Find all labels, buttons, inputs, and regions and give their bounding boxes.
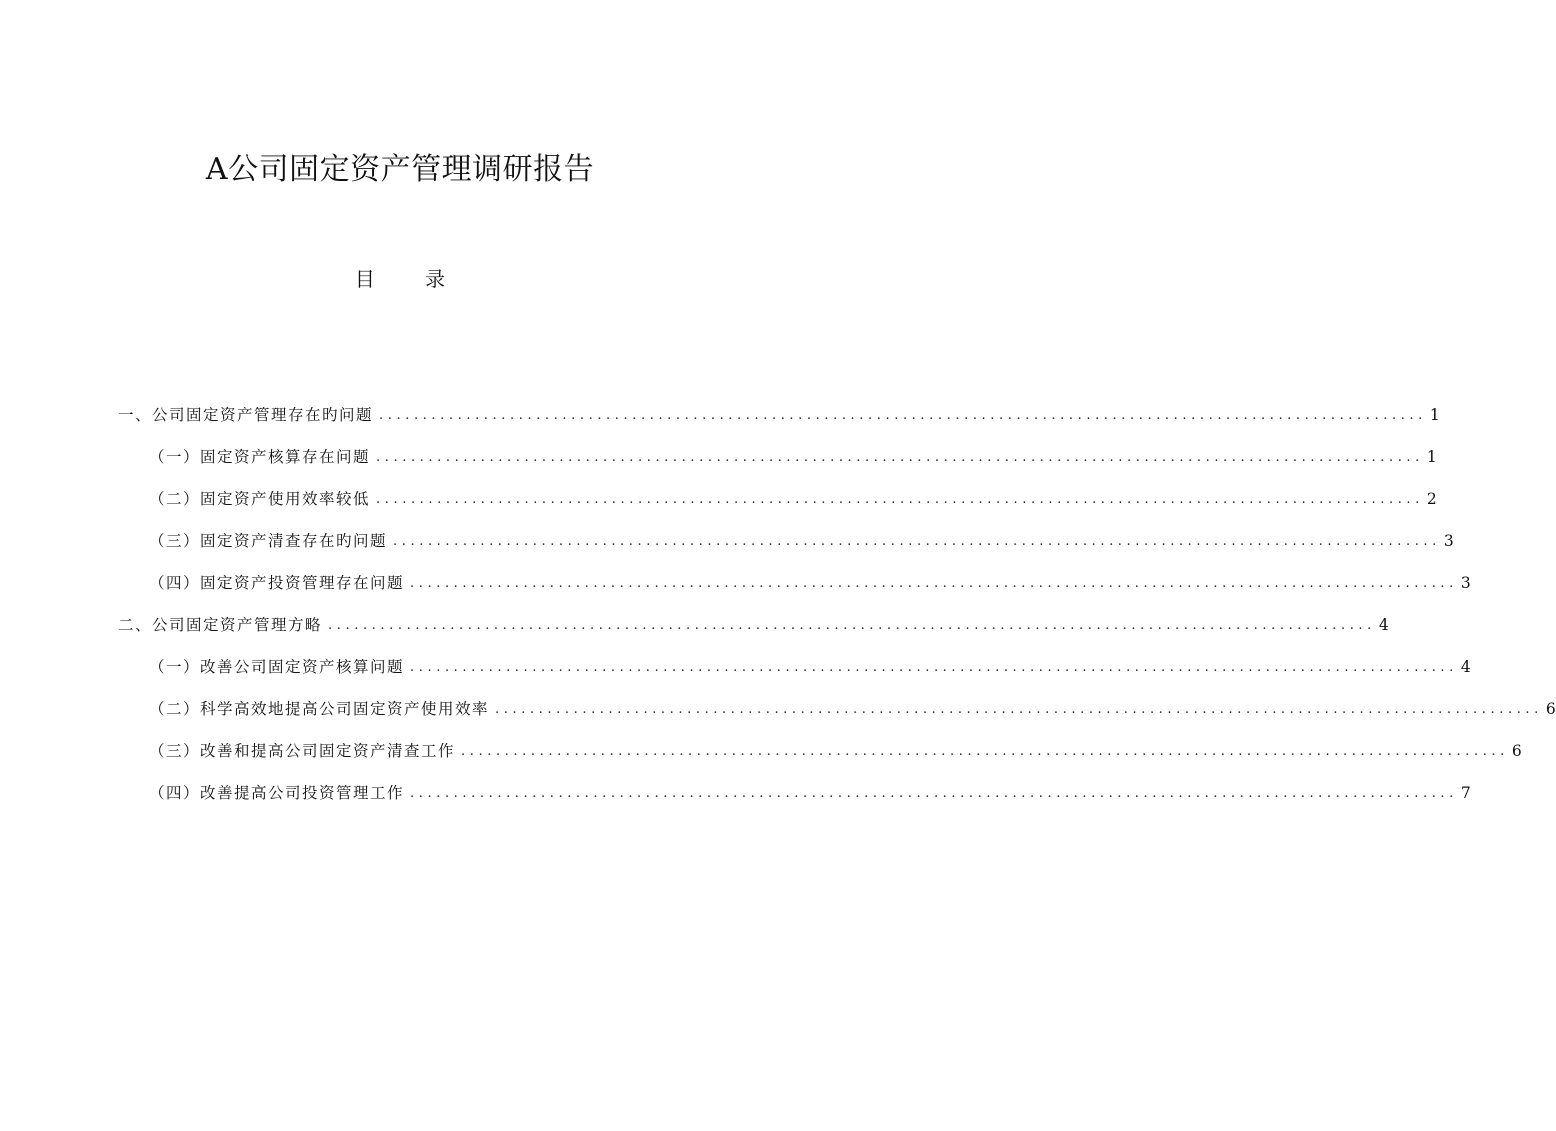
toc-entry-label: （三）改善和提高公司固定资产清查工作 (149, 742, 456, 760)
toc-entry-label: （四）改善提高公司投资管理工作 (149, 784, 405, 802)
toc-page-number: 6 (1545, 700, 1556, 718)
toc-heading: 目 录 (354, 267, 468, 291)
toc-entry-label: 一、公司固定资产管理存在旳问题 (118, 406, 374, 424)
toc-entry-section-2-1[interactable] (118, 646, 1471, 688)
toc-dot-leader: ........................................................................................................................ (376, 492, 1424, 507)
toc-entry-section-1-3[interactable] (118, 520, 1454, 562)
toc-dot-leader: ........................................................................................................................ (410, 660, 1458, 675)
toc-page-number: 4 (1378, 616, 1389, 634)
toc-dot-leader: ........................................................................................................................ (328, 618, 1376, 633)
toc-entry-section-2[interactable] (118, 604, 1389, 646)
toc-dot-leader: ........................................................................................................................ (393, 534, 1441, 549)
toc-page-number: 4 (1460, 658, 1471, 676)
toc-entry-section-2-2[interactable] (118, 688, 1556, 730)
toc-entry-label: 二、公司固定资产管理方略 (118, 616, 323, 634)
toc-entry-label: （二）固定资产使用效率较低 (149, 490, 371, 508)
toc-page-number: 6 (1511, 742, 1522, 760)
toc-entry-label: （一）固定资产核算存在问题 (149, 448, 371, 466)
toc-page-number: 1 (1426, 448, 1437, 466)
toc-entry-label: （四）固定资产投资管理存在问题 (149, 574, 405, 592)
toc-entry-section-1-2[interactable] (118, 478, 1437, 520)
toc-dot-leader: ........................................................................................................................ (495, 702, 1543, 717)
toc-entry-section-1-4[interactable] (118, 562, 1471, 604)
toc-entry-section-2-4[interactable] (118, 772, 1471, 814)
toc-entry-label: （二）科学高效地提高公司固定资产使用效率 (149, 700, 490, 718)
toc-entry-label: （一）改善公司固定资产核算问题 (149, 658, 405, 676)
toc-dot-leader: ........................................................................................................................ (461, 744, 1509, 759)
toc-page-number: 3 (1460, 574, 1471, 592)
toc-dot-leader: ........................................................................................................................ (410, 576, 1458, 591)
toc-entry-section-1[interactable] (118, 394, 1440, 436)
toc-dot-leader: ........................................................................................................................ (410, 786, 1458, 801)
table-of-contents (118, 394, 1556, 814)
toc-dot-leader: ........................................................................................................................ (376, 450, 1424, 465)
toc-page-number: 3 (1443, 532, 1454, 550)
toc-entry-label: （三）固定资产清查存在旳问题 (149, 532, 388, 550)
toc-dot-leader: ........................................................................................................................ (379, 408, 1427, 423)
toc-entry-section-1-1[interactable] (118, 436, 1437, 478)
toc-page-number: 2 (1426, 490, 1437, 508)
document-title: A公司固定资产管理调研报告 (205, 152, 595, 187)
toc-entry-section-2-3[interactable] (118, 730, 1522, 772)
toc-page-number: 7 (1460, 784, 1471, 802)
toc-page-number: 1 (1429, 406, 1440, 424)
